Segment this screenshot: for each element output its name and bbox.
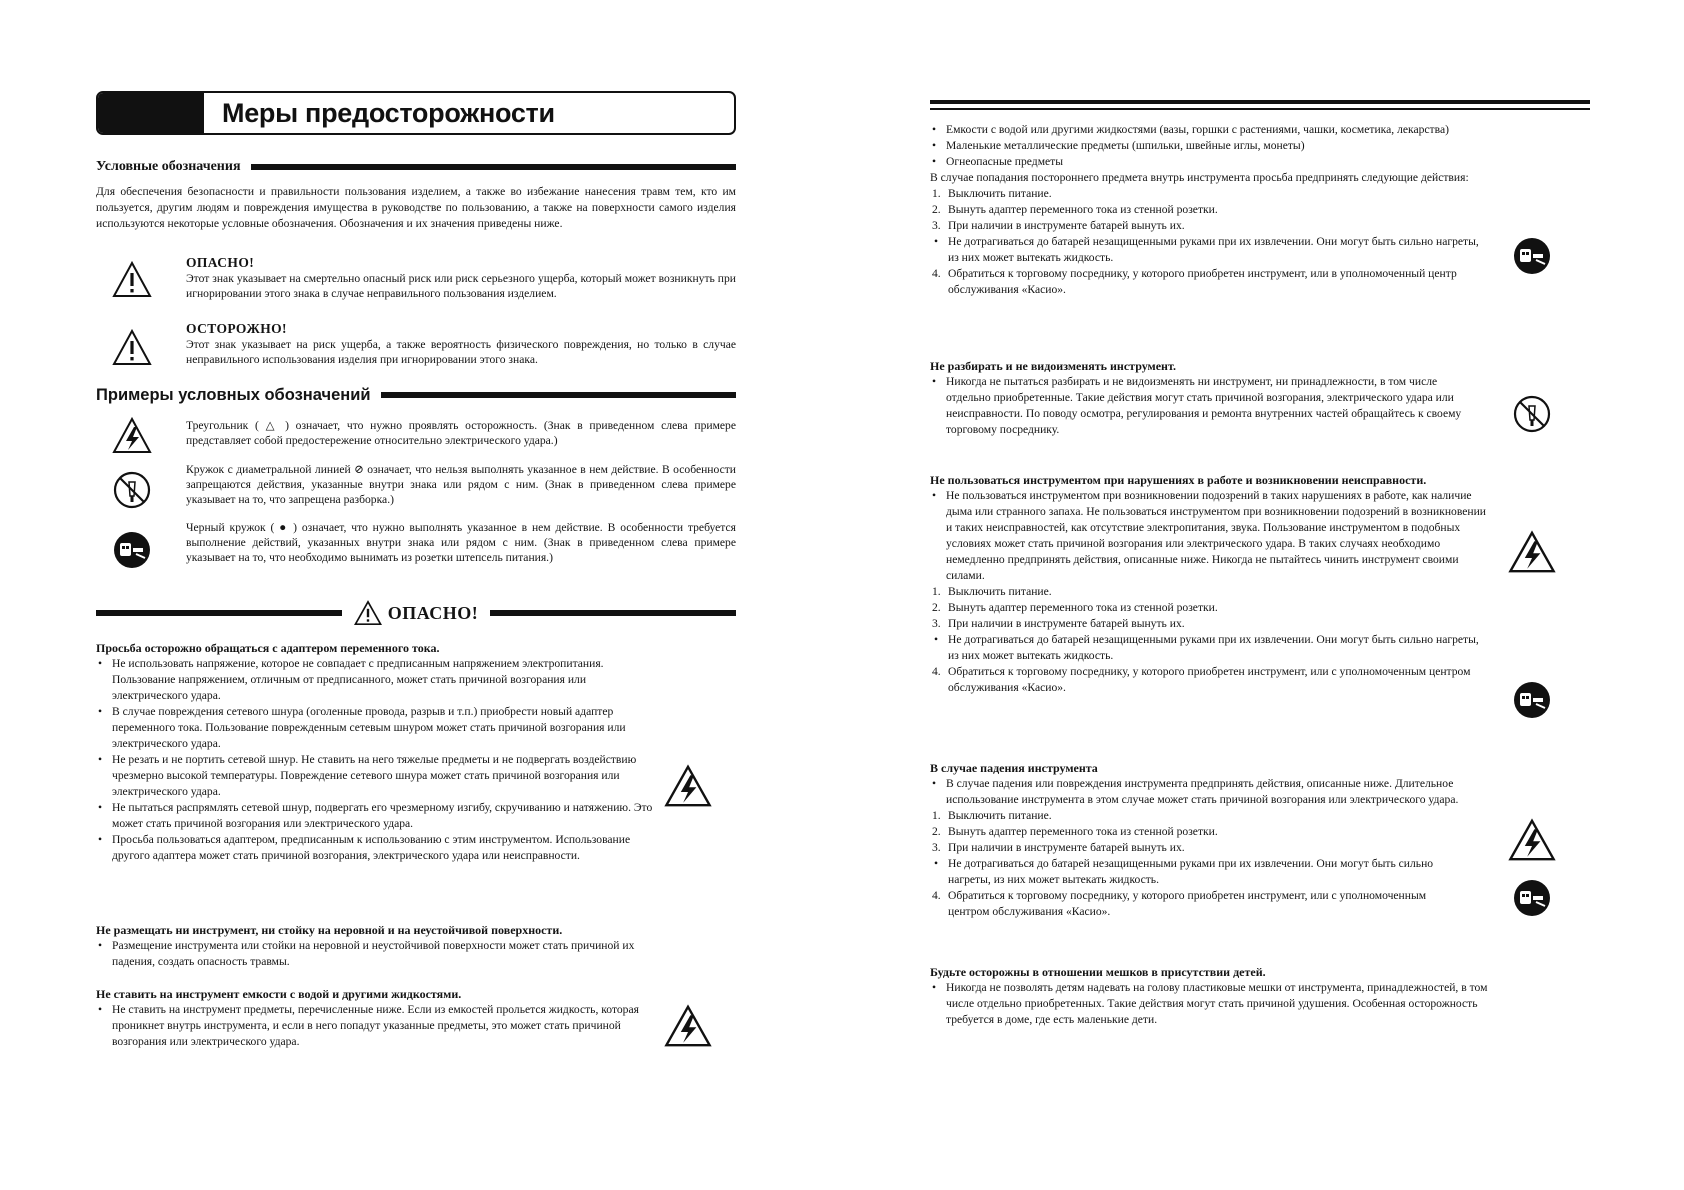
- bags-heading: Будьте осторожны в отношении мешков в присутствии детей.: [930, 965, 1266, 979]
- caution-triangle-icon: [112, 328, 152, 368]
- list-item: • Не пытаться распрямлять сетевой шнур, подвергать его чрезмерному изгибу, скручиванию и натяжению. Это может стать причиной возгорания или электрического удара.: [96, 800, 656, 832]
- step-item: 2. Вынуть адаптер переменного тока из стенной розетки.: [932, 825, 1218, 838]
- top-rule-thick: [930, 100, 1590, 104]
- top-rule-thin: [930, 108, 1590, 110]
- list-item: • Не использовать напряжение, которое не совпадает с предписанным напряжением электропитания. Пользование напряжением, отличным от предписанного, может стать причиной возгорания или электрического удара.: [96, 656, 656, 704]
- caution-sign-row: [96, 320, 736, 368]
- list-item: • Не резать и не портить сетевой шнур. Не ставить на него тяжелые предметы и не подвергать воздействию чрезмерно высокой температуры. Повреждение сетевого шнура может стать причиной возгорания или электрического удара.: [96, 752, 656, 800]
- divider-rule-left: [96, 610, 342, 616]
- list-item: • Не пользоваться инструментом при возникновении подозрений в таких нарушениях в работе, как наличие дыма или странного запаха. Не пользоваться инструментом при возникновении подозрений в возникновении и таких неисправностей, как отсутствие электропитания, звука. Пользование инструментом в подобных условиях может стать причиной возгорания или электрического удара. В таких случаях необходимо немедленно предпринять действия, описанные ниже. Никогда не пытайтесь чинить инструмент своими силами.: [930, 488, 1490, 584]
- unstable-heading: Не размещать ни инструмент, ни стойку на неровной и на неустойчивой поверхности.: [96, 923, 563, 937]
- step-item: 3. При наличии в инструменте батарей вынуть их.: [932, 219, 1185, 232]
- list-item: • Не ставить на инструмент предметы, перечисленные ниже. Если из емкостей прольется жидкость, которая проникнет внутрь инструмента, и если в него попадут указанные предметы, это может стать причиной возгорания или электрического удара.: [96, 1002, 656, 1050]
- examples-heading: [96, 384, 736, 406]
- danger-label: ОПАСНО!: [186, 255, 255, 270]
- caution-text: Этот знак указывает на риск ущерба, а также вероятность физического повреждения, но только в случае неправильного использования изделия при игнорировании этого знака.: [186, 338, 736, 366]
- no-disassembly-icon: [112, 470, 152, 510]
- step-item: 1. Выключить питание.: [932, 585, 1052, 598]
- list-item: • Никогда не позволять детям надевать на голову пластиковые мешки от инструмента, принадлежностей, в том числе отдельно приобретенных. Такие действия могут стать причиной удушения. Особенная осторожность требуется в доме, где есть маленькие дети.: [930, 980, 1490, 1028]
- conventions-heading: [96, 158, 736, 176]
- list-item: • Размещение инструмента или стойки на неровной и неустойчивой поверхности может стать причиной их падения, создать опасность травмы.: [96, 938, 656, 970]
- malfunction-heading: Не пользоваться инструментом при нарушениях в работе и возникновении неисправности.: [930, 473, 1427, 487]
- adapter-list: [96, 656, 656, 864]
- step-note: • Не дотрагиваться до батарей незащищенными руками при их извлечении. Они могут быть сильно нагреты, из них может вытекать жидкость.: [930, 234, 1490, 266]
- adapter-section: [96, 640, 656, 864]
- malfunction-steps: [930, 584, 1490, 696]
- malfunction-section: [930, 472, 1490, 696]
- foreign-object-intro: В случае попадания постороннего предмета внутрь инструмента просьба предпринять следующие действия:: [930, 171, 1469, 184]
- electric-shock-icon: [664, 764, 712, 808]
- step-note: • Не дотрагиваться до батарей незащищенными руками при их извлечении. Они могут быть сильно нагреты, из них может вытекать жидкость.: [930, 632, 1490, 664]
- list-item: • В случае падения или повреждения инструмента предпринять действия, описанные ниже. Длительное использование инструмента в этом случае может стать причиной возгорания или электрического удара.: [930, 776, 1470, 808]
- triangle-example-text: Треугольник ( △ ) означает, что нужно проявлять осторожность. (Знак в приведенном слева примере представляет собой предостережение относительно электрического удара.): [186, 419, 736, 447]
- conventions-heading-text: Условные обозначения: [96, 159, 241, 174]
- unplug-icon: [1512, 680, 1552, 720]
- step-note: • Не дотрагиваться до батарей незащищенными руками при их извлечении. Они могут быть сильно нагреты, из них может вытекать жидкость.: [930, 856, 1470, 888]
- step-item: 2. Вынуть адаптер переменного тока из стенной розетки.: [932, 601, 1218, 614]
- electric-shock-icon: [664, 1004, 712, 1048]
- disassemble-heading: Не разбирать и не видоизменять инструмент.: [930, 359, 1176, 373]
- drop-steps: [930, 808, 1470, 920]
- bags-section: [930, 964, 1490, 1028]
- list-item: • Маленькие металлические предметы (шпильки, швейные иглы, монеты): [930, 138, 1490, 154]
- unstable-section: [96, 922, 656, 970]
- drop-section: [930, 760, 1470, 920]
- bags-list: [930, 980, 1490, 1028]
- banner-black-block: [98, 93, 204, 133]
- warning-triangle-icon: [354, 600, 382, 626]
- step-item: 3. При наличии в инструменте батарей вынуть их.: [932, 841, 1185, 854]
- liquids-heading: Не ставить на инструмент емкости с водой и другими жидкостями.: [96, 987, 462, 1001]
- right-page: [930, 0, 1590, 1190]
- electric-shock-icon: [1508, 818, 1556, 862]
- unplug-icon: [1512, 236, 1552, 276]
- unplug-icon: [112, 530, 152, 570]
- disassemble-list: [930, 374, 1470, 438]
- list-item: • Никогда не пытаться разбирать и не видоизменять ни инструмент, ни принадлежности, в том числе отдельно приобретенные. Такие действия могут стать причиной возгорания, электрического удара или неисправности. По поводу осмотра, регулирования и ремонта внутренних частей обращайтесь к своему торговому посреднику.: [930, 374, 1470, 438]
- caution-sign-body: [186, 320, 736, 367]
- electric-shock-icon: [112, 416, 152, 456]
- list-item: • Емкости с водой или другими жидкостями (вазы, горшки с растениями, чашки, косметика, лекарства): [930, 122, 1490, 138]
- examples-heading-text: Примеры условных обозначений: [96, 385, 371, 404]
- step-item: 1. Выключить питание.: [932, 809, 1052, 822]
- danger-text: Этот знак указывает на смертельно опасный риск или риск серьезного ущерба, который может возникнуть при игнорировании этого знака в случае неправильного пользования изделием.: [186, 272, 736, 300]
- danger-sign-body: [186, 254, 736, 301]
- divider-rule-right: [490, 610, 736, 616]
- step-item: 2. Вынуть адаптер переменного тока из стенной розетки.: [932, 203, 1218, 216]
- left-page: [96, 0, 736, 1190]
- foreign-object-steps: [930, 186, 1490, 298]
- heading-rule: [381, 392, 736, 398]
- page-title: Меры предосторожности: [222, 98, 555, 128]
- forbidden-items-list: [930, 122, 1490, 170]
- black-circle-example-row: [96, 520, 736, 584]
- step-item: 3. При наличии в инструменте батарей вынуть их.: [932, 617, 1185, 630]
- drop-heading: В случае падения инструмента: [930, 761, 1098, 775]
- step-item: 4. Обратиться к торговому посреднику, у которого приобретен инструмент, или с уполномоченным центром обслуживания «Касио».: [932, 665, 1471, 694]
- caution-label: ОСТОРОЖНО!: [186, 321, 287, 336]
- circle-example-text: Кружок с диаметральной линией ⊘ означает, что нельзя выполнять указанное в нем действие. В особенности запрещаются действия, указанные внутри знака или рядом с ним. (Знак в приведенном слева примере указывает на то, что запрещена разборка.): [186, 463, 736, 506]
- unplug-icon: [1512, 878, 1552, 918]
- adapter-heading: Просьба осторожно обращаться с адаптером переменного тока.: [96, 641, 440, 655]
- step-item: 4. Обратиться к торговому посреднику, у которого приобретен инструмент, или в уполномоченный центр обслуживания «Касио».: [932, 267, 1457, 296]
- title-banner: [96, 91, 736, 135]
- list-item: • Просьба пользоваться адаптером, предписанным к использованию с этим инструментом. Использование другого адаптера может стать причиной возгорания, электрического удара или неисправности.: [96, 832, 656, 864]
- danger-divider: [96, 598, 736, 628]
- liquids-continued: [930, 122, 1490, 298]
- step-item: 4. Обратиться к торговому посреднику, у которого приобретен инструмент, или с уполномоченным центром обслуживания «Касио».: [932, 889, 1427, 918]
- circle-example-row: [96, 462, 736, 516]
- danger-sign-row: [96, 254, 736, 312]
- malfunction-list: [930, 488, 1490, 584]
- unstable-list: [96, 938, 656, 970]
- electric-shock-icon: [1508, 530, 1556, 574]
- list-item: • Огнеопасные предметы: [930, 154, 1490, 170]
- heading-rule: [251, 164, 736, 170]
- danger-divider-text: ОПАСНО!: [387, 602, 479, 623]
- triangle-example-row: [96, 416, 736, 464]
- liquids-section: [96, 986, 656, 1050]
- drop-list: [930, 776, 1470, 808]
- black-circle-example-text: Черный кружок ( ● ) означает, что нужно выполнять указанное в нем действие. В особенности требуется выполнение действий, указанных внутри знака или рядом с ним. (Знак в приведенном слева примере указывает на то, что необходимо вынимать из розетки штепсель питания.): [186, 521, 736, 564]
- conventions-intro: Для обеспечения безопасности и правильности пользования изделием, а также во избежание нанесения травм тем, кто им пользуется, другим людям и повреждения имущества в руководстве по пользованию, а также на поверхности самого изделия используются некоторые условные обозначения. Обозначения и их значения приведены ниже.: [96, 185, 736, 230]
- step-item: 1. Выключить питание.: [932, 187, 1052, 200]
- list-item: • В случае повреждения сетевого шнура (оголенные провода, разрыв и т.п.) приобрести новый адаптер переменного тока. Пользование поврежденным сетевым шнуром может стать причиной возгорания или электрического удара.: [96, 704, 656, 752]
- liquids-list: [96, 1002, 656, 1050]
- no-disassembly-icon: [1512, 394, 1552, 434]
- warning-triangle-icon: [112, 260, 152, 300]
- disassemble-section: [930, 358, 1470, 438]
- danger-divider-label: [342, 600, 491, 626]
